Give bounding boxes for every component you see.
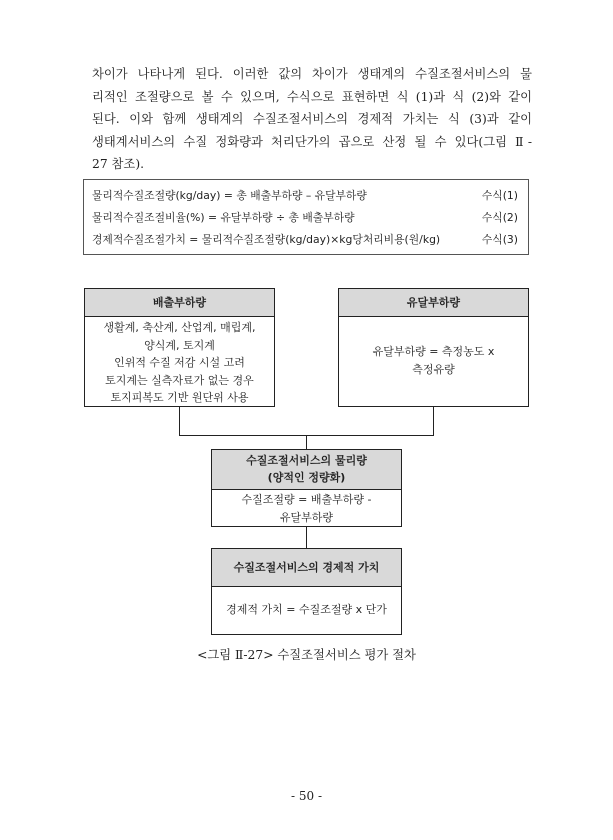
figure-caption: <그림 Ⅱ-27> 수질조절서비스 평가 절차 xyxy=(197,648,416,662)
physical-quantity-box xyxy=(211,449,402,527)
discharge-load-line: 토지피복도 기반 원단위 사용 xyxy=(110,391,249,404)
physical-quantity-line: 수질조절량 = 배출부하량 - xyxy=(241,493,372,506)
formula-expression: 물리적수질조절량(kg/day) = 총 배출부하량 – 유달부하량 xyxy=(92,189,367,202)
connector-line xyxy=(433,407,434,436)
formula-label: 수식(3) xyxy=(481,233,518,246)
economic-value-title: 수질조절서비스의 경제적 가치 xyxy=(212,549,401,587)
economic-value-body xyxy=(212,587,401,619)
connector-line xyxy=(306,527,307,549)
physical-quantity-line: 유달부하량 xyxy=(279,510,334,524)
physical-quantity-body xyxy=(212,490,401,526)
discharge-load-body xyxy=(85,317,274,407)
discharge-load-line: 생활계, 축산계, 산업계, 매립계, xyxy=(103,321,256,334)
delivery-load-line: 유달부하량 = 측정농도 x xyxy=(372,345,495,358)
physical-quantity-title xyxy=(212,450,401,490)
paragraph-line: 된다. 이와 함께 생태계의 수질조절서비스의 경제적 가치는 식 (3)과 같이 xyxy=(92,112,532,126)
formula-row xyxy=(92,210,518,226)
paragraph-line: 리적인 조절량으로 볼 수 있으며, 수식으로 표현하면 식 (1)과 식 (2)와 같이 xyxy=(92,89,532,104)
formula-label: 수식(2) xyxy=(481,211,518,224)
formula-row xyxy=(92,232,518,248)
formula-expression: 경제적수질조절가치 = 물리적수질조절량(kg/day)×kg당처리비용(원/kg) xyxy=(92,233,441,246)
delivery-load-line: 측정유량 xyxy=(412,362,455,376)
delivery-load-body xyxy=(339,317,528,378)
discharge-load-title: 배출부하량 xyxy=(85,289,274,317)
formula-label: 수식(1) xyxy=(481,189,518,202)
physical-quantity-title-line: 수질조절서비스의 물리량 xyxy=(246,454,367,467)
physical-quantity-title-line: (양적인 정량화) xyxy=(267,471,346,484)
discharge-load-line: 토지계는 실측자료가 없는 경우 xyxy=(105,373,254,387)
connector-line xyxy=(306,435,307,450)
formula-row xyxy=(92,188,518,204)
body-paragraph xyxy=(92,63,532,176)
connector-line xyxy=(179,407,180,436)
discharge-load-line: 양식계, 토지계 xyxy=(144,338,215,352)
paragraph-line: 27 참조). xyxy=(92,157,145,171)
formula-expression: 물리적수질조절비율(%) = 유달부하량 ÷ 총 배출부하량 xyxy=(92,211,355,224)
paragraph-line: 차이가 나타나게 된다. 이러한 값의 차이가 생태계의 수질조절서비스의 물 xyxy=(92,67,532,81)
delivery-load-box xyxy=(338,288,529,407)
discharge-load-line: 인위적 수질 저감 시설 고려 xyxy=(114,356,245,369)
delivery-load-title: 유달부하량 xyxy=(339,289,528,317)
economic-value-line: 경제적 가치 = 수질조절량 x 단가 xyxy=(226,603,387,616)
formula-box xyxy=(83,179,529,255)
economic-value-box xyxy=(211,548,402,635)
page-number: - 50 - xyxy=(290,789,322,803)
paragraph-line: 생태계서비스의 수질 정화량과 처리단가의 곱으로 산정 될 수 있다(그림 Ⅱ- xyxy=(92,134,532,149)
discharge-load-box xyxy=(84,288,275,407)
